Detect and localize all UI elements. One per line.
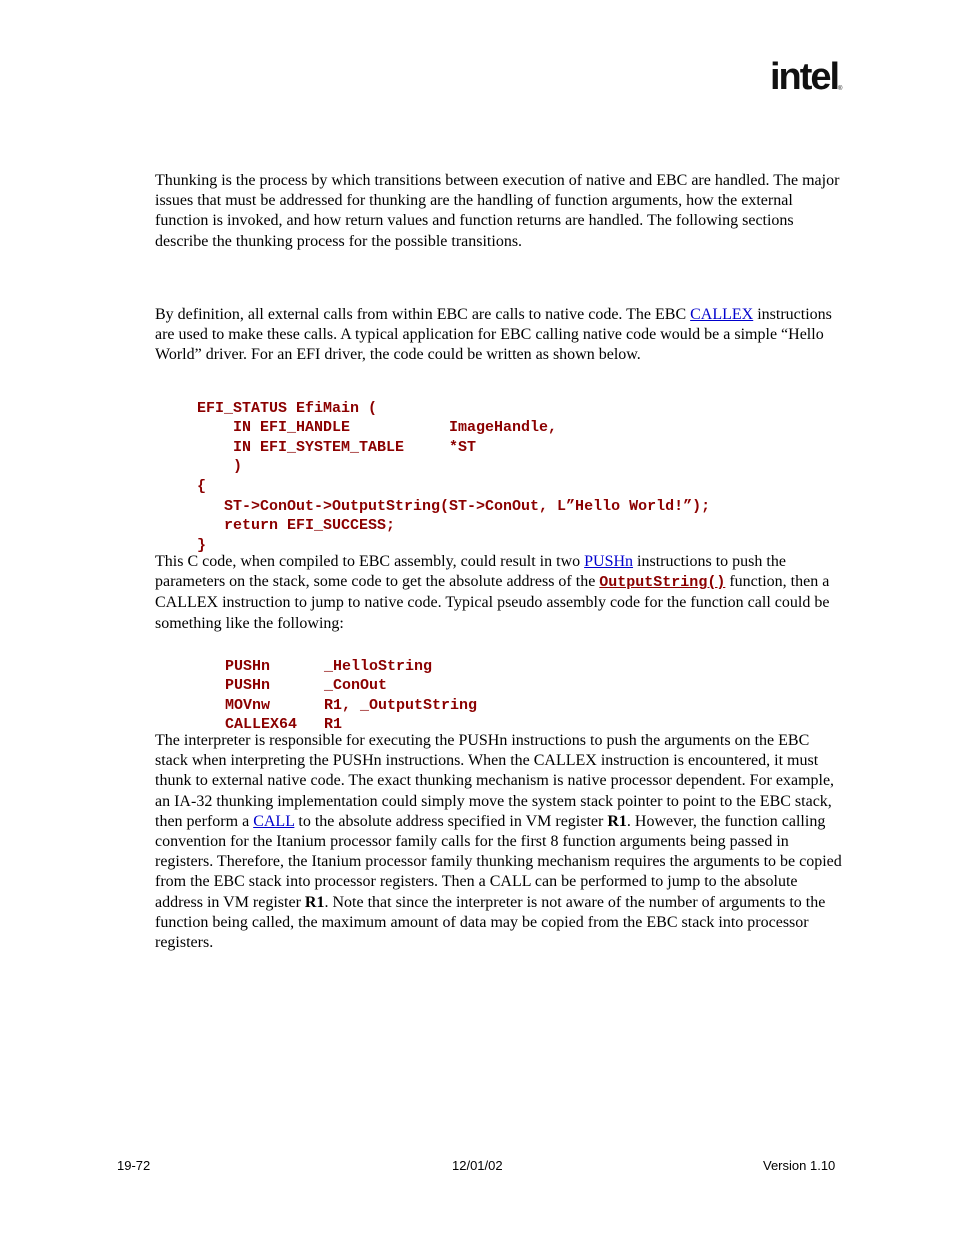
outputstring-link[interactable]: OutputString() (599, 574, 726, 592)
interpreter-paragraph (155, 731, 845, 953)
code-line: { (197, 477, 207, 495)
code-line: IN EFI_SYSTEM_TABLE *ST (197, 438, 477, 456)
code-line: MOVnw R1, _OutputString (225, 696, 478, 714)
pushn-paragraph (155, 552, 845, 634)
callex-link[interactable]: CALLEX (690, 306, 754, 323)
intel-logo (770, 58, 850, 106)
register-r1: R1 (607, 812, 627, 830)
interp-text-1: The interpreter is responsible for executing the PUSHn instructions to push the arguments on the EBC stack when interpreting the PUSHn instructions. When the CALLEX instruction is encountered, it must thunk to external native code. The exact thunking mechanism is native processor dependent. For example, an IA-32 thunking implementation could simply move the system stack pointer to point to the EBC stack, then perform a (155, 732, 835, 830)
pushn-text-3: function, then a CALLEX instruction to jump to native code. Typical pseudo assembly code for the function call could be something like the following: (155, 573, 830, 632)
call-link[interactable]: CALL (253, 812, 295, 830)
code-line: return EFI_SUCCESS; (197, 517, 396, 535)
code-line: IN EFI_HANDLE ImageHandle, (197, 419, 558, 437)
code-line: EFI_STATUS EfiMain ( (197, 399, 378, 417)
code-line: ) (197, 458, 243, 476)
code-line: PUSHn _ConOut (225, 677, 388, 695)
register-r1: R1 (304, 893, 325, 911)
footer-date: 12/01/02 (452, 1158, 503, 1173)
interp-text-3: . However, the function calling convention for the Itanium processor family calls for the first 8 function arguments being passed in registers. Therefore, the Itanium processor family thunking mechanism requires the arguments to be copied from the EBC stack into processor registers. Then a CALL can be performed to jump to the absolute address in VM register (155, 812, 842, 911)
pushn-text-1: This C code, when compiled to EBC assembly, could result in two (155, 553, 585, 570)
footer-version: Version 1.10 (763, 1158, 836, 1173)
interp-text-2: to the absolute address specified in VM register (294, 812, 608, 830)
interp-text-4: . Note that since the interpreter is not aware of the number of arguments to the function being called, the maximum amount of data may be copied from the EBC stack into processor registers. (155, 893, 826, 952)
code-line: PUSHn _HelloString (225, 657, 433, 675)
code-line: CALLEX64 R1 (225, 716, 343, 734)
logo-registered-mark: ® (838, 86, 843, 92)
code-line: } (197, 536, 207, 554)
callex-text-before: By definition, all external calls from within EBC are calls to native code. The EBC (155, 306, 691, 323)
footer-page-number: 19-72 (117, 1158, 151, 1173)
callex-paragraph (155, 305, 845, 366)
efimain-code-block (197, 379, 710, 575)
pushn-text-2: instructions to push the parameters on the stack, some code to get the absolute address of the (155, 553, 786, 591)
intro-text: Thunking is the process by which transitions between execution of native and EBC are handled. The major issues that must be addressed for thunking are the handling of function arguments, how the external function is invoked, and how return values and function returns are handled. The following sections describe the thunking process for the possible transitions. (155, 172, 840, 250)
code-line: ST->ConOut->OutputString(ST->ConOut, L”Hello World!”); (197, 497, 711, 515)
callex-text-after: instructions are used to make these calls. A typical application for EBC calling native code would be a simple “Hello World” driver. For an EFI driver, the code could be written as shown below. (155, 306, 832, 364)
logo-text: intel (770, 56, 839, 98)
intro-paragraph (155, 171, 845, 252)
pushn-link[interactable]: PUSHn (584, 553, 634, 570)
